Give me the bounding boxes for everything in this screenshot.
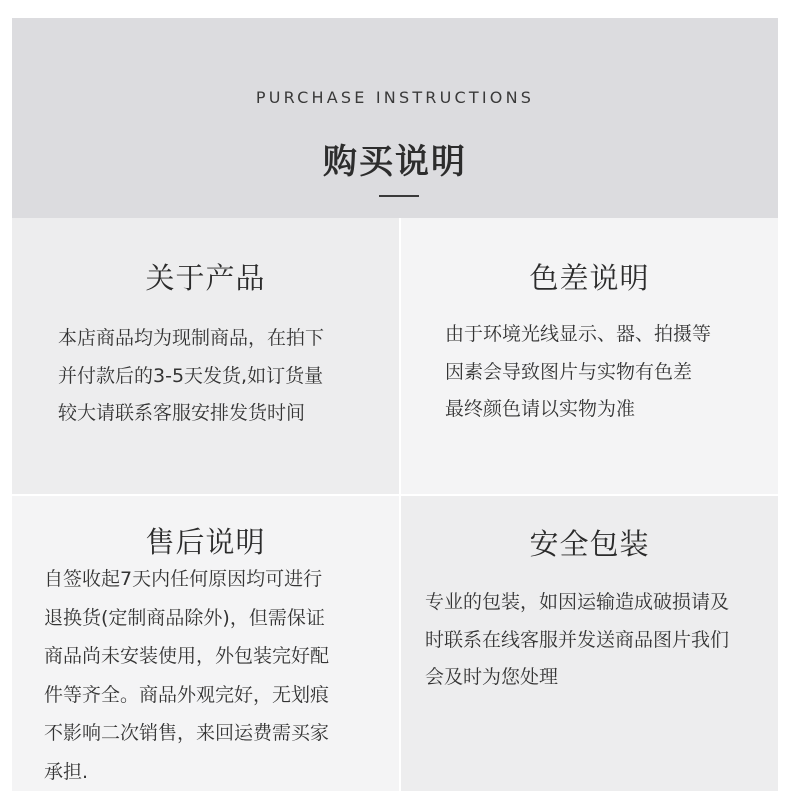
card-line: 件等齐全。商品外观完好，无划痕 xyxy=(44,683,330,706)
page-title: 购买说明 xyxy=(323,142,467,182)
card-title: 安全包装 xyxy=(529,527,650,561)
card-line: 较大请联系客服安排发货时间 xyxy=(58,402,306,424)
card-safe-packaging xyxy=(401,496,778,791)
card-line: 自签收起7天内任何原因均可进行 xyxy=(44,568,323,590)
card-about-product xyxy=(12,218,399,494)
header-banner xyxy=(12,18,778,218)
card-body xyxy=(44,560,374,791)
card-line: 并付款后的3-5天发货,如订货量 xyxy=(58,364,324,387)
card-line: 承担. xyxy=(44,760,89,783)
card-title: 色差说明 xyxy=(529,261,650,295)
card-line: 本店商品均为现制商品，在拍下 xyxy=(58,327,325,349)
title-divider xyxy=(379,195,419,197)
card-line: 商品尚未安装使用，外包装完好配 xyxy=(44,645,330,667)
card-after-sales xyxy=(12,496,399,791)
card-line: 不影响二次销售，来回运费需买家 xyxy=(44,722,330,744)
card-line: 时联系在线客服并发送商品图片我们 xyxy=(425,628,730,651)
card-title: 关于产品 xyxy=(145,261,266,295)
header-subtitle: PURCHASE INSTRUCTIONS xyxy=(255,88,535,107)
card-line: 由于环境光线显示、器、拍摄等 xyxy=(445,323,712,345)
card-body xyxy=(58,320,358,433)
card-color-difference xyxy=(401,218,778,494)
card-line: 因素会导致图片与实物有色差 xyxy=(445,360,693,383)
card-line: 专业的包装，如因运输造成破损请及 xyxy=(425,591,730,613)
card-line: 最终颜色请以实物为准 xyxy=(445,398,636,420)
card-title: 售后说明 xyxy=(145,525,266,559)
card-line: 退换货(定制商品除外)，但需保证 xyxy=(44,606,325,629)
card-body xyxy=(425,584,770,697)
card-body xyxy=(445,316,765,429)
card-line: 会及时为您处理 xyxy=(425,666,559,688)
